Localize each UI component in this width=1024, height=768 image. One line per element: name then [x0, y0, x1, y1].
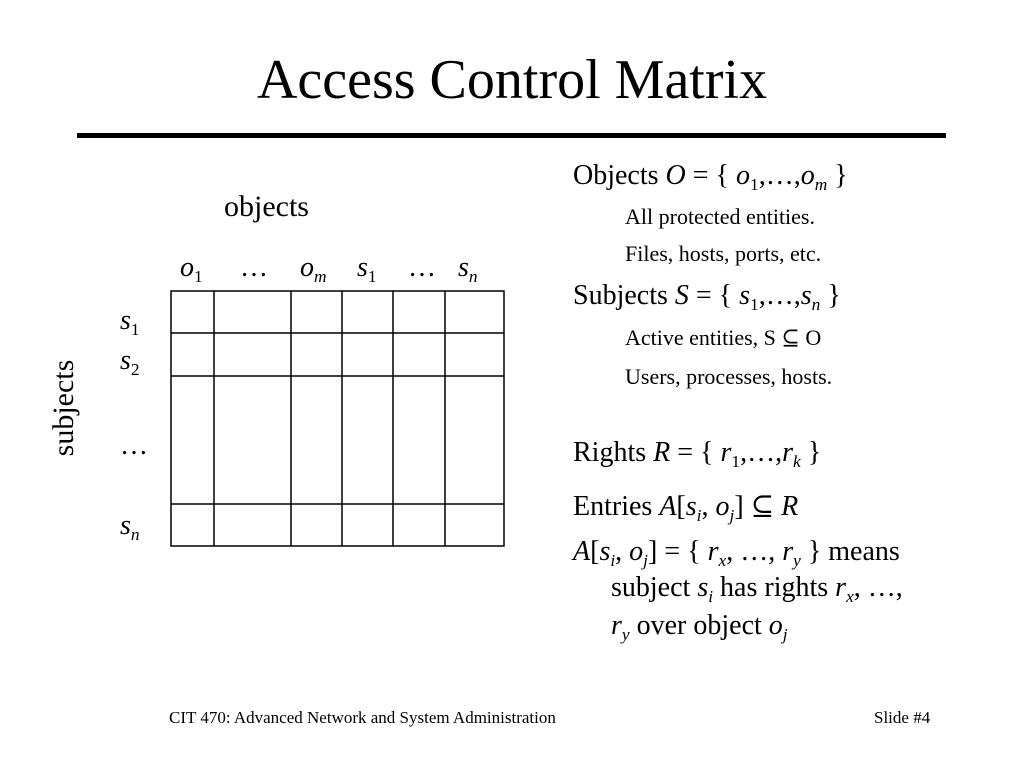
objects-description-1: All protected entities.: [625, 204, 815, 229]
entry-meaning-line-2: subject $s_i$ has rights $r_x$, …,: [611, 572, 903, 607]
subjects-description-2: Users, processes, hosts.: [625, 364, 833, 389]
row-header-ellipsis: …: [120, 430, 148, 461]
subjects-axis-label: subjects: [47, 359, 80, 457]
entries-definition: Entries $A[s_i$, $o_j$] ⊆ R: [573, 491, 799, 526]
footer-course-name: CIT 470: Advanced Network and System Administration: [169, 708, 556, 727]
subjects-description-1: Active entities, S ⊆ O: [625, 325, 822, 350]
column-header-s1: $s_1$: [357, 252, 377, 287]
row-header-s2: $s_2$: [120, 345, 140, 380]
entry-meaning-line-3: $r_y$ over object $o_j$: [611, 610, 788, 645]
column-header-ellipsis-2: …: [408, 252, 436, 283]
objects-description-2: Files, hosts, ports, etc.: [625, 241, 822, 266]
slide-title: Access Control Matrix: [256, 49, 768, 111]
column-header-sn: $s_n$: [458, 252, 478, 287]
subjects-definition: Subjects S = { $s_1,\dots,s_n$ }: [573, 280, 841, 315]
row-header-sn: $s_n$: [120, 510, 140, 545]
objects-definition: Objects O = { $o_1,\dots,o_m$ }: [573, 160, 848, 195]
rights-definition: Rights R = { $r_1,\dots,r_k$ }: [573, 437, 822, 472]
column-header-o1: $o_1$: [180, 252, 203, 287]
column-header-om: $o_m$: [300, 252, 327, 287]
row-header-s1: $s_1$: [120, 305, 140, 340]
objects-axis-label: objects: [224, 190, 309, 223]
entry-meaning-line-1: $A[s_i$, $o_j$] = { $r_x$, …, $r_y$ } means: [573, 536, 900, 571]
footer-slide-number: Slide #4: [874, 708, 931, 727]
column-header-ellipsis-1: …: [240, 252, 268, 283]
matrix-border: [171, 291, 504, 546]
